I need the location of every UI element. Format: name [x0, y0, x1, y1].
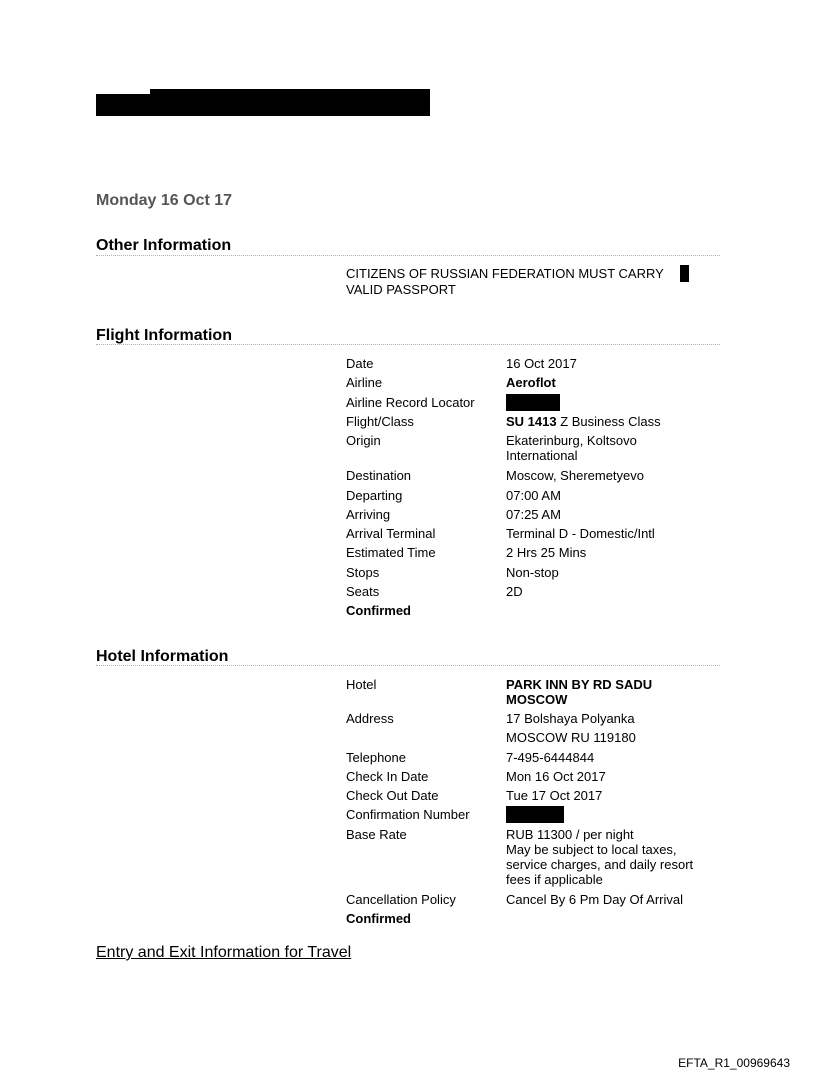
flight-date-value: 16 Oct 2017 [506, 356, 577, 371]
hotel-check-in-label: Check In Date [346, 769, 429, 784]
flight-estimated-time-value: 2 Hrs 25 Mins [506, 545, 587, 560]
hotel-check-out-label: Check Out Date [346, 788, 439, 803]
hotel-cancellation-value: Cancel By 6 Pm Day Of Arrival [506, 892, 683, 907]
hotel-base-rate-note: May be subject to local taxes, service charges, and daily resort fees if applicable [506, 842, 694, 887]
other-information-title: Other Information [96, 237, 232, 254]
flight-arrival-terminal-value: Terminal D - Domestic/Intl [506, 526, 655, 541]
hotel-check-in-value: Mon 16 Oct 2017 [506, 769, 606, 784]
redacted-header-block [96, 94, 152, 116]
flight-cabin-class: Z Business Class [556, 414, 661, 429]
flight-record-locator-label: Airline Record Locator [346, 395, 475, 410]
flight-destination-label: Destination [346, 468, 412, 483]
hotel-address-line-2: MOSCOW RU 119180 [506, 730, 636, 745]
flight-status: Confirmed [346, 603, 411, 618]
redacted-record-locator [506, 394, 560, 411]
flight-class-label: Flight/Class [346, 414, 414, 429]
flight-stops-label: Stops [346, 565, 380, 580]
hotel-base-rate-value: RUB 11300 / per night [506, 827, 634, 842]
hotel-address-label: Address [346, 711, 394, 726]
hotel-name-value: PARK INN BY RD SADU MOSCOW [506, 677, 653, 707]
hotel-base-rate-label: Base Rate [346, 827, 407, 842]
hotel-telephone-label: Telephone [346, 750, 406, 765]
flight-origin-label: Origin [346, 433, 381, 448]
itinerary-date-heading: Monday 16 Oct 17 [96, 192, 233, 209]
flight-date-label: Date [346, 356, 374, 371]
hotel-information-title: Hotel Information [96, 648, 229, 665]
flight-estimated-time-label: Estimated Time [346, 545, 436, 560]
flight-information-divider [96, 344, 720, 345]
flight-stops-value: Non-stop [506, 565, 559, 580]
hotel-address-line-1: 17 Bolshaya Polyanka [506, 711, 635, 726]
flight-arriving-value: 07:25 AM [506, 507, 561, 522]
flight-number: SU 1413 [506, 414, 557, 429]
redacted-confirmation-number [506, 806, 564, 823]
hotel-status: Confirmed [346, 911, 411, 926]
redacted-header-block-2 [150, 89, 430, 116]
flight-arrival-terminal-label: Arrival Terminal [346, 526, 436, 541]
hotel-cancellation-label: Cancellation Policy [346, 892, 456, 907]
flight-class-value [506, 414, 661, 429]
flight-departing-label: Departing [346, 488, 403, 503]
flight-arriving-label: Arriving [346, 507, 391, 522]
flight-airline-label: Airline [346, 375, 383, 390]
hotel-check-out-value: Tue 17 Oct 2017 [506, 788, 603, 803]
flight-airline-value: Aeroflot [506, 375, 556, 390]
hotel-information-divider [96, 665, 720, 666]
document-id: EFTA_R1_00969643 [678, 1056, 790, 1070]
flight-origin-value: Ekaterinburg, Koltsovo International [506, 433, 637, 463]
hotel-telephone-value: 7-495-6444844 [506, 750, 595, 765]
flight-information-title: Flight Information [96, 327, 232, 344]
flight-destination-value: Moscow, Sheremetyevo [506, 468, 645, 483]
hotel-name-label: Hotel [346, 677, 377, 692]
flight-seats-label: Seats [346, 584, 380, 599]
other-information-divider [96, 255, 720, 256]
hotel-confirmation-label: Confirmation Number [346, 807, 470, 822]
flight-seats-value: 2D [506, 584, 523, 599]
redacted-mark [680, 265, 689, 282]
entry-exit-information-link[interactable]: Entry and Exit Information for Travel [96, 944, 352, 961]
other-info-line-2: VALID PASSPORT [346, 282, 456, 297]
other-info-line-1: CITIZENS OF RUSSIAN FEDERATION MUST CARRY [346, 266, 664, 281]
flight-departing-value: 07:00 AM [506, 488, 561, 503]
